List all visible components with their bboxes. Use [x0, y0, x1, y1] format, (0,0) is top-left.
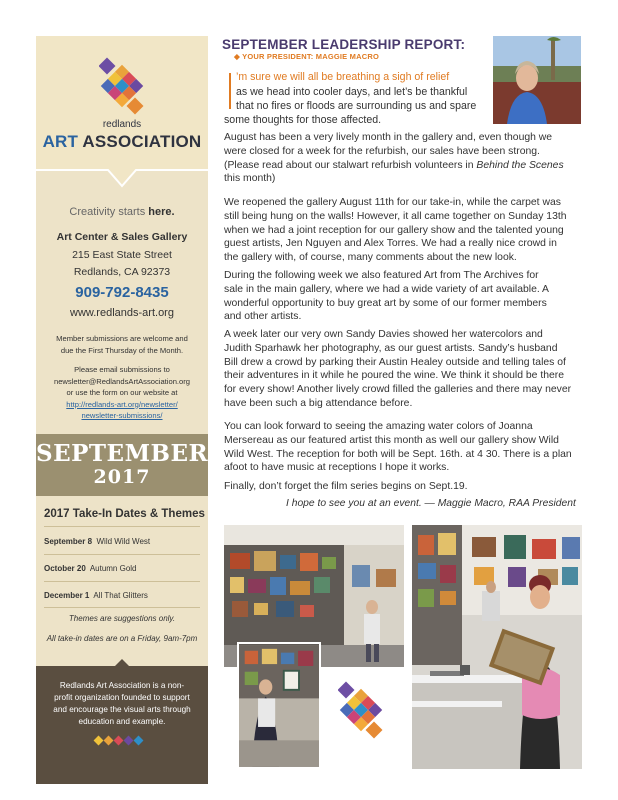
- paragraph-line: [224, 159, 584, 173]
- paragraph-line: the gallery with, of course, many comments about the new look.: [224, 252, 517, 264]
- president-photo: [493, 36, 581, 124]
- email-note-line: Please email submissions to: [74, 365, 170, 374]
- logo-art-word: ART: [42, 132, 79, 151]
- tagline: [36, 206, 208, 218]
- paragraph-line: still being hung on the walls! However, it all came together on Sunday 13th: [224, 210, 567, 222]
- paragraph-line: During the following week we also featured Art from The Archives for: [224, 270, 539, 281]
- divider: [44, 581, 200, 582]
- paragraph-line: and other artists.: [224, 311, 302, 323]
- submission-link[interactable]: newsletter-submissions/: [81, 411, 163, 420]
- themes-note: Themes are suggestions only.: [68, 614, 176, 623]
- newsletter-email[interactable]: newsletter@RedlandsArtAssociation.org: [53, 376, 191, 386]
- paragraph: [224, 196, 584, 265]
- member-note-line: Member submissions are welcome and: [56, 334, 188, 343]
- take-in-theme: Wild Wild West: [96, 537, 151, 546]
- lede-line: some thoughts for those affected.: [224, 114, 382, 126]
- take-in-row: [44, 591, 148, 600]
- paragraph-line: August has been a very lively month in the gallery and, even though we: [224, 132, 553, 143]
- member-note-line: due the First Thursday of the Month.: [60, 345, 184, 355]
- logo-redlands-text: redlands: [102, 119, 142, 130]
- divider: [44, 607, 200, 608]
- notch-up-icon: [112, 657, 132, 669]
- mission-line: profit organization founded to support: [54, 693, 190, 702]
- paragraph-line: wonderful opportunity to buy great art by some of our former members: [224, 297, 547, 309]
- report-subtitle: [234, 52, 379, 61]
- issue-year: 2017: [93, 466, 151, 488]
- gallery-name: Art Center & Sales Gallery: [56, 231, 188, 243]
- lede-line: ’m sure we will all be breathing a sigh of relief: [236, 71, 450, 83]
- take-in-theme: All That Glitters: [93, 591, 148, 600]
- paragraph-text: (Please read about our stalwart refurbish volunteers in: [224, 159, 477, 171]
- report-title: SEPTEMBER LEADERSHIP REPORT:: [222, 37, 466, 52]
- divider: [44, 554, 200, 555]
- signoff: I hope to see you at an event. — Maggie Macro, RAA President: [286, 498, 576, 509]
- lede-line: as we head into cooler days, and let’s be thankful: [236, 86, 468, 98]
- paragraph-line: A week later our very own Sandy Davies showed her watercolors and: [224, 329, 543, 340]
- mission-line: Redlands Art Association is a non-: [59, 681, 185, 690]
- take-in-date: October 20: [44, 564, 86, 573]
- lede-line: that no fires or floods are surrounding us and spare: [236, 100, 477, 112]
- gallery-photo: [412, 525, 582, 769]
- mission-statement: [44, 680, 200, 728]
- paragraph: [224, 131, 584, 186]
- email-note-line: or use the form on our website at: [66, 388, 178, 397]
- take-in-date: December 1: [44, 591, 90, 600]
- paragraph-line: this month): [224, 173, 276, 185]
- take-in-date: September 8: [44, 537, 93, 546]
- paragraph-line: their adventures in it while he poured the wine. We think it should be there: [224, 370, 565, 382]
- paragraph-line: Judith Sparhawk her photography, as our guest artists. Sandy’s husband: [224, 342, 558, 354]
- gallery-photo: [237, 642, 321, 770]
- member-note: [42, 333, 202, 356]
- report-subtitle-text: YOUR PRESIDENT: MAGGIE MACRO: [242, 52, 379, 61]
- paragraph-line: sale in the main gallery, where we had a wide variety of art available. A: [224, 283, 549, 295]
- paragraph-line: Mersereau as our featured artist this month as well our gallery show Wild: [224, 434, 559, 446]
- diamond-icon: ◆: [234, 52, 240, 61]
- mission-line: education and example.: [78, 717, 166, 726]
- phone-number[interactable]: 909-792-8435: [75, 284, 169, 301]
- paragraph-line: were closed for a week for the refurbish, our sales have been strong.: [224, 145, 540, 157]
- paragraph-line: guest artists, Jen Nguyen and Alex Torres. We had a really nice crowd in: [224, 238, 557, 250]
- paragraph-line: We reopened the gallery August 11th for our take-in, while the carpet was: [224, 197, 561, 208]
- dropcap-bar: [229, 73, 231, 109]
- paragraph-line: for every show! Another lively crowd filled the galleries and there may never: [224, 384, 572, 396]
- paragraph: [224, 420, 584, 475]
- color-diamonds-icon: [92, 735, 152, 747]
- city-address: Redlands, CA 92373: [73, 266, 171, 278]
- paragraph: Finally, don’t forget the film series begins on Sept.19.: [224, 481, 468, 492]
- friday-note: All take-in dates are on a Friday, 9am-7pm: [46, 634, 198, 643]
- take-in-dates-title: 2017 Take-In Dates & Themes: [44, 508, 205, 520]
- paragraph-line: when we had a joint reception for our gallery show and the talented young: [224, 224, 564, 236]
- divider: [44, 526, 200, 527]
- paragraph-line: Bill drew a crowd by parking their Austin Healey outside and telling tales of: [224, 356, 566, 368]
- tagline-bold: here.: [148, 206, 175, 218]
- raa-logo-icon: [338, 680, 384, 740]
- paragraph-line: You can look forward to seeing the amazing water colors of Joanna: [224, 421, 533, 432]
- mission-line: and encourage the visual arts through: [53, 705, 191, 714]
- behind-the-scenes-ref: Behind the Scenes: [476, 159, 564, 171]
- website-link[interactable]: www.redlands-art.org: [70, 307, 174, 319]
- paragraph-line: afoot to have music at receptions I hope it works.: [224, 462, 450, 474]
- paragraph-line: have been such a big attendance before.: [224, 397, 413, 409]
- take-in-theme: Autumn Gold: [89, 564, 137, 573]
- paragraph: [224, 269, 584, 324]
- submission-link[interactable]: http://redlands-art.org/newsletter/: [66, 399, 178, 409]
- take-in-row: [44, 564, 137, 573]
- raa-logo-icon: [99, 56, 145, 116]
- email-note: [42, 364, 202, 422]
- street-address: 215 East State Street: [72, 249, 172, 261]
- issue-month: SEPTEMBER: [36, 440, 209, 467]
- tagline-prefix: Creativity starts: [69, 206, 149, 218]
- logo-association-word: ASSOCIATION: [82, 132, 202, 151]
- logo-association-text: [36, 132, 208, 152]
- paragraph-line: Wild West. The reception for both will be Sept. 16th. at 4 30. There is a plan: [224, 448, 572, 460]
- paragraph: [224, 328, 584, 411]
- take-in-row: [44, 537, 150, 546]
